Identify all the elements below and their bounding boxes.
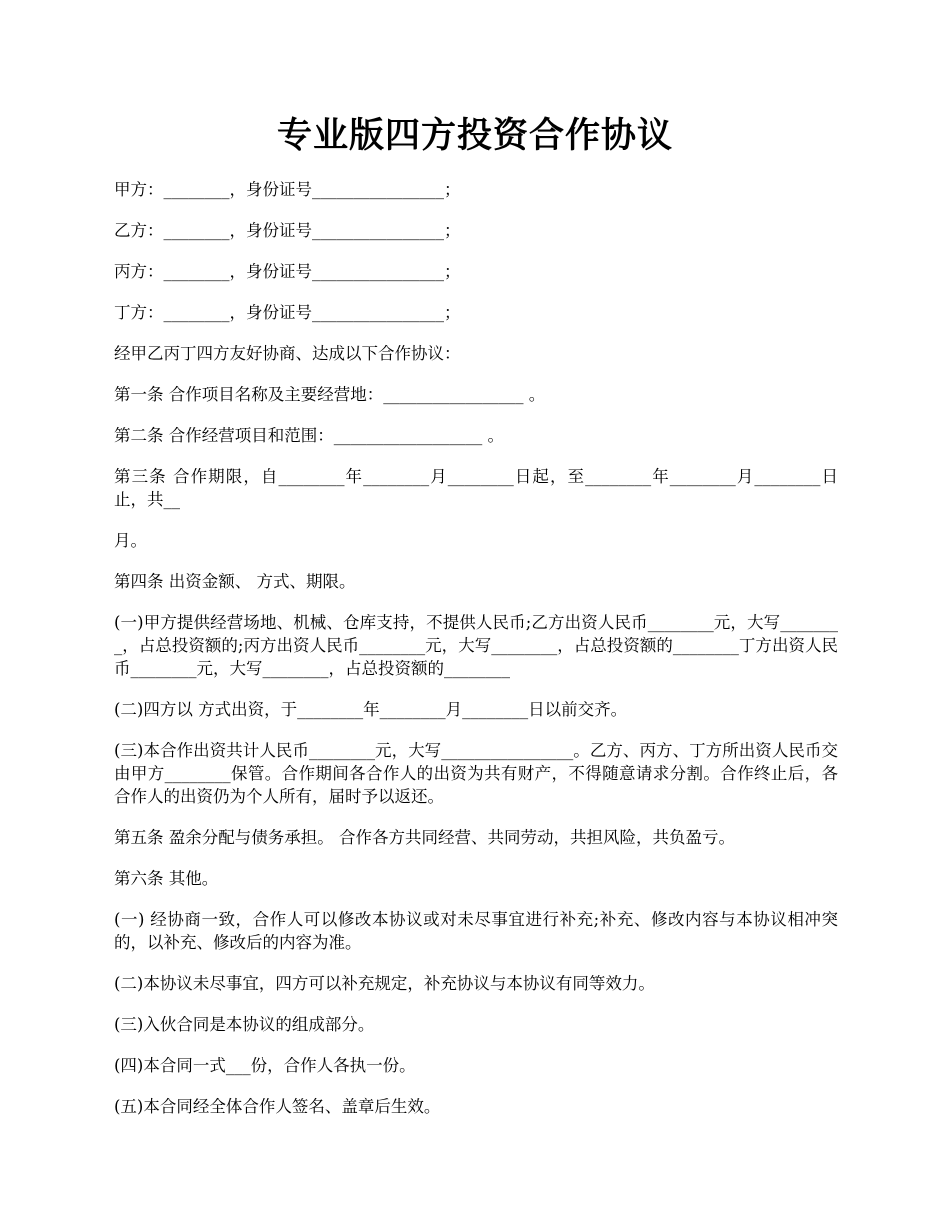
article-6-clause-4: (四)本合同一式___份，合作人各执一份。 (114, 1056, 416, 1075)
party-d-line: 丁方：________，身份证号________________； (114, 303, 461, 322)
article-4-clause-3: (三)本合作出资共计人民币________元，大写________________。乙方、丙方、丁方所出资人民币交由甲方________保管。合作期间各合作人的出资为共有财产，不得随意请求分割。合作终止后，各合作人的出资仍为个人所有，届时予以返还。 (114, 741, 838, 806)
article-6-clause-2: (二)本协议未尽事宜，四方可以补充规定，补充协议与本协议有同等效力。 (114, 974, 655, 993)
party-c-line: 丙方：________，身份证号________________； (114, 262, 461, 281)
article-2: 第二条 合作经营项目和范围：__________________ 。 (114, 426, 504, 445)
article-6: 第六条 其他。 (114, 869, 219, 888)
document-title: 专业版四方投资合作协议 (276, 115, 673, 156)
party-b-line: 乙方：________，身份证号________________； (114, 221, 461, 240)
article-6-clause-1: (一) 经协商一致，合作人可以修改本协议或对未尽事宜进行补充;补充、修改内容与本协议相冲突的，以补充、修改后的内容为准。 (114, 910, 838, 952)
article-4: 第四条 出资金额、 方式、期限。 (114, 572, 356, 591)
agreement-intro: 经甲乙丙丁四方友好协商、达成以下合作协议： (114, 344, 461, 363)
article-6-clause-3: (三)入伙合同是本协议的组成部分。 (114, 1015, 375, 1034)
article-1: 第一条 合作项目名称及主要经营地：_________________ 。 (114, 385, 546, 404)
article-4-clause-2: (二)四方以 方式出资，于________年________月________日以前交齐。 (114, 700, 628, 719)
article-3-continued: 月。 (114, 531, 147, 550)
document-body (114, 178, 838, 1136)
article-6-clause-5: (五)本合同经全体合作人签名、盖章后生效。 (114, 1097, 441, 1116)
article-3: 第三条 合作期限，自________年________月________日起，至________年________月________日止，共__ (114, 467, 838, 509)
article-4-clause-1: (一)甲方提供经营场地、机械、仓库支持，不提供人民币;乙方出资人民币________元，大写________，占总投资额的;丙方出资人民币________元，大写________，占总投资额的________丁方出资人民币________元，大写________，占总投资额的________ (114, 613, 838, 678)
party-a-line: 甲方：________，身份证号________________； (114, 180, 461, 199)
article-5: 第五条 盈余分配与债务承担。 合作各方共同经营、共同劳动，共担风险，共负盈亏。 (114, 828, 735, 847)
